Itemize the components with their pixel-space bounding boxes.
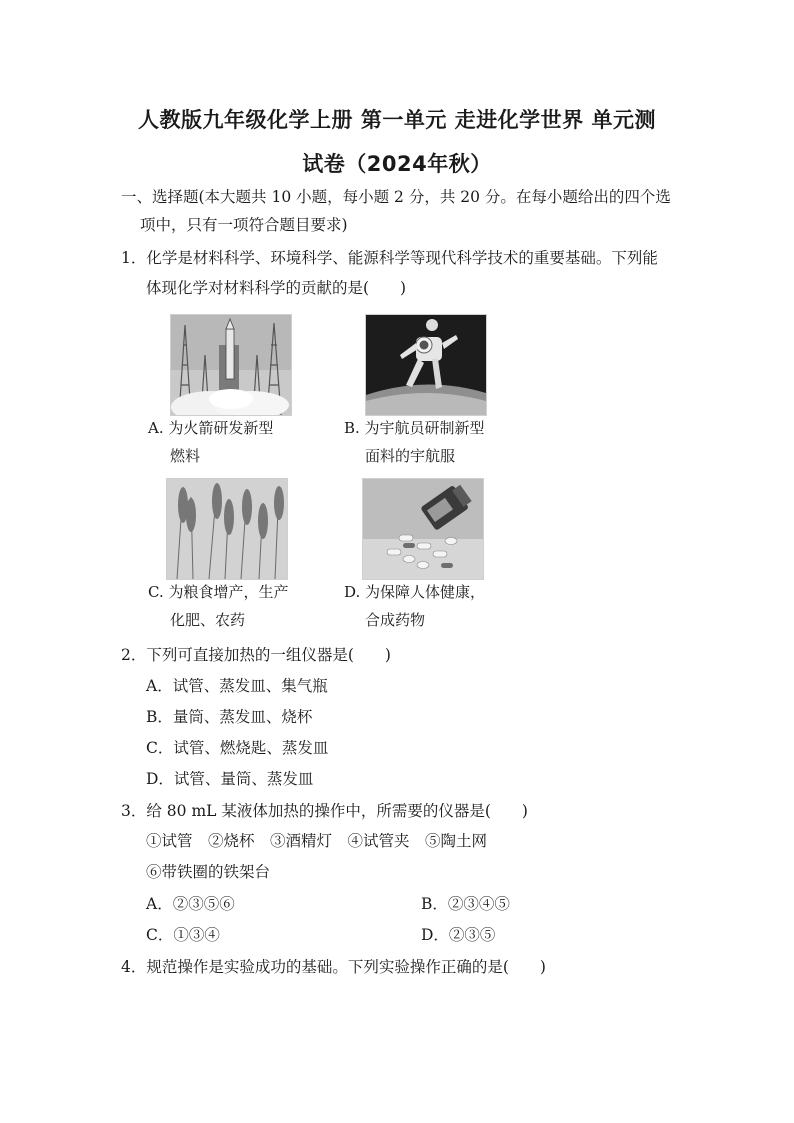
- question-4-stem: 4．规范操作是实验成功的基础。下列实验操作正确的是( ): [121, 958, 546, 976]
- question-1-stem: 1．化学是材料科学、环境科学、能源科学等现代科学技术的重要基础。下列能: [121, 249, 658, 267]
- option-a-caption: A. 为火箭研发新型: [148, 419, 274, 437]
- question-3-items: ①试管 ②烧杯 ③酒精灯 ④试管夹 ⑤陶土网: [146, 832, 488, 850]
- question-2-option-d: D．试管、量筒、蒸发皿: [146, 770, 314, 788]
- page-title-line2: 试卷（2024年秋）: [302, 152, 492, 176]
- rocket-launch-image: [170, 314, 292, 416]
- section-heading: 一、选择题(本大题共 10 小题，每小题 2 分，共 20 分。在每小题给出的四个选: [121, 188, 671, 206]
- question-2-option-b: B．量筒、蒸发皿、烧杯: [146, 708, 313, 726]
- question-3-items-cont: ⑥带铁圈的铁架台: [146, 863, 271, 881]
- question-3-option-c: C．①③④: [146, 926, 220, 944]
- option-b-caption: B. 为宇航员研制新型: [344, 419, 485, 437]
- option-a-caption-cont: 燃料: [170, 447, 201, 465]
- question-3-option-b: B．②③④⑤: [421, 895, 510, 913]
- question-3-stem: 3．给 80 mL 某液体加热的操作中，所需要的仪器是( ): [121, 802, 528, 820]
- option-c-caption: C. 为粮食增产，生产: [148, 583, 289, 601]
- question-3-option-d: D．②③⑤: [421, 926, 496, 944]
- option-c-caption-cont: 化肥、农药: [170, 611, 246, 629]
- section-heading-cont: 项中，只有一项符合题目要求): [140, 216, 348, 234]
- option-b-caption-cont: 面料的宇航服: [365, 447, 456, 465]
- question-2-stem: 2．下列可直接加热的一组仪器是( ): [121, 646, 391, 664]
- option-d-caption: D. 为保障人体健康，: [344, 583, 486, 601]
- option-d-caption-cont: 合成药物: [365, 611, 426, 629]
- question-2-option-a: A．试管、蒸发皿、集气瓶: [146, 677, 328, 695]
- page-title: 人教版九年级化学上册 第一单元 走进化学世界 单元测: [138, 108, 656, 132]
- astronaut-image: [365, 314, 487, 416]
- question-3-option-a: A．②③⑤⑥: [146, 895, 235, 913]
- question-2-option-c: C．试管、燃烧匙、蒸发皿: [146, 739, 329, 757]
- question-1-stem-cont: 体现化学对材料科学的贡献的是( ): [146, 279, 407, 297]
- medicine-pills-image: [362, 478, 484, 580]
- wheat-image: [166, 478, 288, 580]
